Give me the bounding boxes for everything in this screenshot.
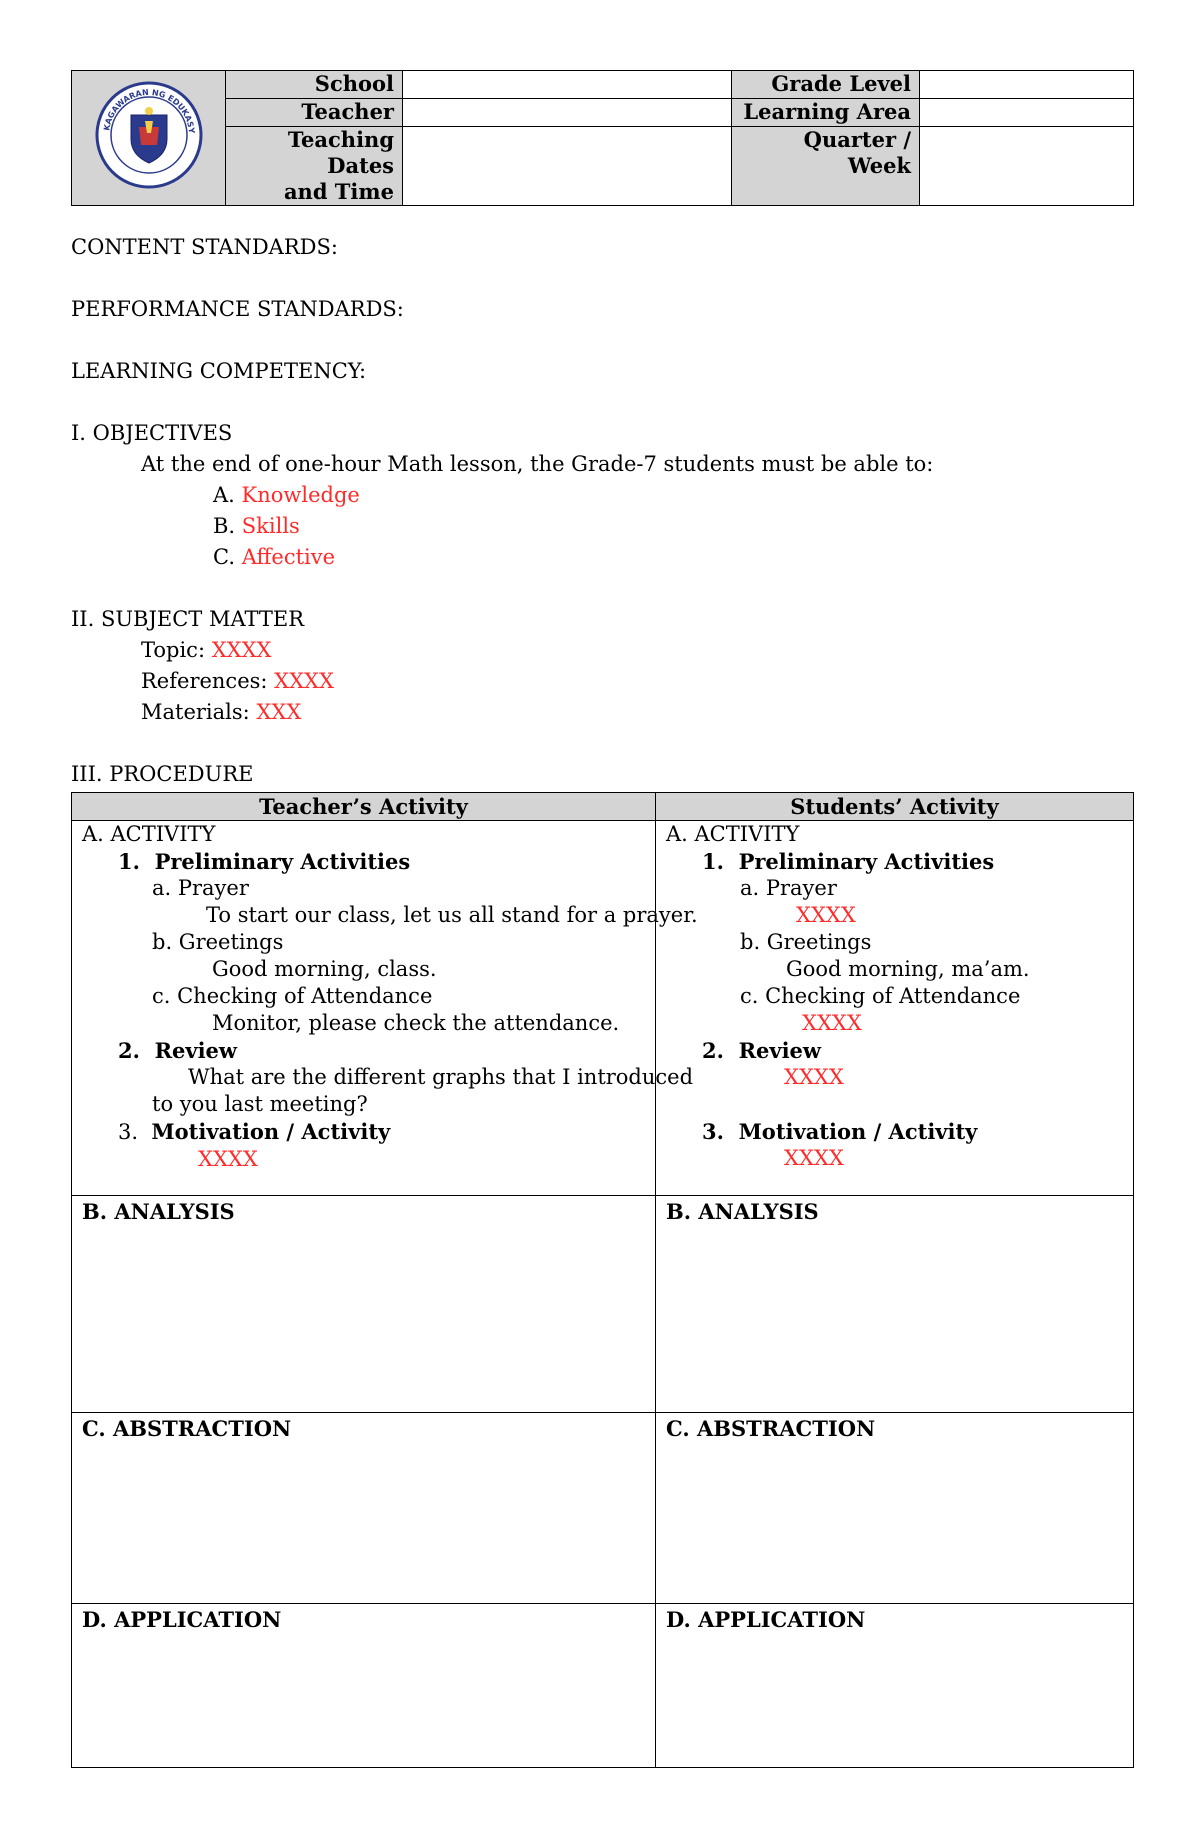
review-response: XXXX [784, 1065, 844, 1089]
grade-level-label: Grade Level [732, 71, 920, 99]
school-field[interactable] [403, 71, 732, 99]
application-heading: D. APPLICATION [666, 1607, 866, 1632]
school-label: School [226, 71, 403, 99]
teacher-label: Teacher [226, 99, 403, 127]
deped-logo-cell [72, 71, 226, 206]
lesson-plan-page [71, 70, 1133, 1768]
objective-knowledge: A. Knowledge [213, 483, 360, 507]
motivation-text: XXXX [198, 1147, 258, 1171]
objective-skills: B. Skills [213, 514, 300, 538]
motivation-response: XXXX [784, 1146, 844, 1170]
activity-heading: A. ACTIVITY [82, 822, 216, 846]
subject-matter-heading: II. SUBJECT MATTER [71, 607, 305, 631]
application-heading: D. APPLICATION [82, 1607, 282, 1632]
greetings-response: Good morning, ma’am. [786, 957, 1030, 981]
review-text-1: What are the different graphs that I introduced [188, 1065, 694, 1089]
prayer-response: XXXX [796, 903, 856, 927]
students-activity-header: Students’ Activity [656, 793, 1134, 821]
learning-area-field[interactable] [920, 99, 1134, 127]
abstraction-heading: C. ABSTRACTION [666, 1416, 876, 1441]
greetings-label: b. Greetings [740, 930, 872, 954]
prayer-text: To start our class, let us all stand for a prayer. [206, 903, 698, 927]
grade-level-field[interactable] [920, 71, 1134, 99]
teacher-field[interactable] [403, 99, 732, 127]
quarter-week-field[interactable] [920, 127, 1134, 206]
objectives-intro: At the end of one-hour Math lesson, the Grade-7 students must be able to: [141, 452, 934, 476]
preliminary-activities: 1. Preliminary Activities [118, 849, 411, 874]
students-activity-cell [656, 821, 1134, 1196]
logo-text: KAGAWARAN NG EDUKASY [101, 87, 196, 134]
teacher-activity-cell [72, 821, 698, 1196]
greetings-text: Good morning, class. [212, 957, 437, 981]
review-text-2: to you last meeting? [152, 1092, 368, 1116]
motivation-label: 3. Motivation / Activity [702, 1119, 978, 1144]
references-line: References: XXXX [141, 669, 334, 693]
content-standards: CONTENT STANDARDS: [71, 235, 338, 259]
greetings-label: b. Greetings [152, 930, 284, 954]
abstraction-heading: C. ABSTRACTION [82, 1416, 292, 1441]
procedure-heading: III. PROCEDURE [71, 762, 254, 786]
preliminary-activities: 1. Preliminary Activities [702, 849, 995, 874]
materials-line: Materials: XXX [141, 700, 302, 724]
analysis-heading: B. ANALYSIS [82, 1199, 235, 1224]
objective-affective: C. Affective [213, 545, 336, 569]
teacher-application-cell [72, 1604, 656, 1768]
deped-seal-icon [95, 81, 203, 189]
prayer-label: a. Prayer [152, 876, 249, 900]
students-analysis-cell [656, 1196, 1134, 1413]
teacher-abstraction-cell [72, 1413, 656, 1604]
teaching-dates-field[interactable] [403, 127, 732, 206]
objectives-heading: I. OBJECTIVES [71, 421, 233, 445]
motivation-label: 3. Motivation / Activity [118, 1119, 391, 1144]
teacher-analysis-cell [72, 1196, 656, 1413]
review-label: 2. Review [118, 1038, 237, 1063]
teacher-activity-header: Teacher’s Activity [72, 793, 656, 821]
attendance-response: XXXX [802, 1011, 862, 1035]
analysis-heading: B. ANALYSIS [666, 1199, 819, 1224]
procedure-table [71, 792, 1134, 1768]
quarter-week-label: Quarter / Week [732, 127, 920, 206]
teaching-dates-label: Teaching Dates and Time [226, 127, 403, 206]
attendance-label: c. Checking of Attendance [152, 984, 433, 1008]
attendance-text: Monitor, please check the attendance. [212, 1011, 620, 1035]
activity-heading: A. ACTIVITY [666, 822, 800, 846]
review-label: 2. Review [702, 1038, 821, 1063]
learning-area-label: Learning Area [732, 99, 920, 127]
students-application-cell [656, 1604, 1134, 1768]
performance-standards: PERFORMANCE STANDARDS: [71, 297, 404, 321]
students-abstraction-cell [656, 1413, 1134, 1604]
learning-competency: LEARNING COMPETENCY: [71, 359, 367, 383]
prayer-label: a. Prayer [740, 876, 837, 900]
attendance-label: c. Checking of Attendance [740, 984, 1021, 1008]
topic-line: Topic: XXXX [141, 638, 272, 662]
header-table [71, 70, 1134, 206]
